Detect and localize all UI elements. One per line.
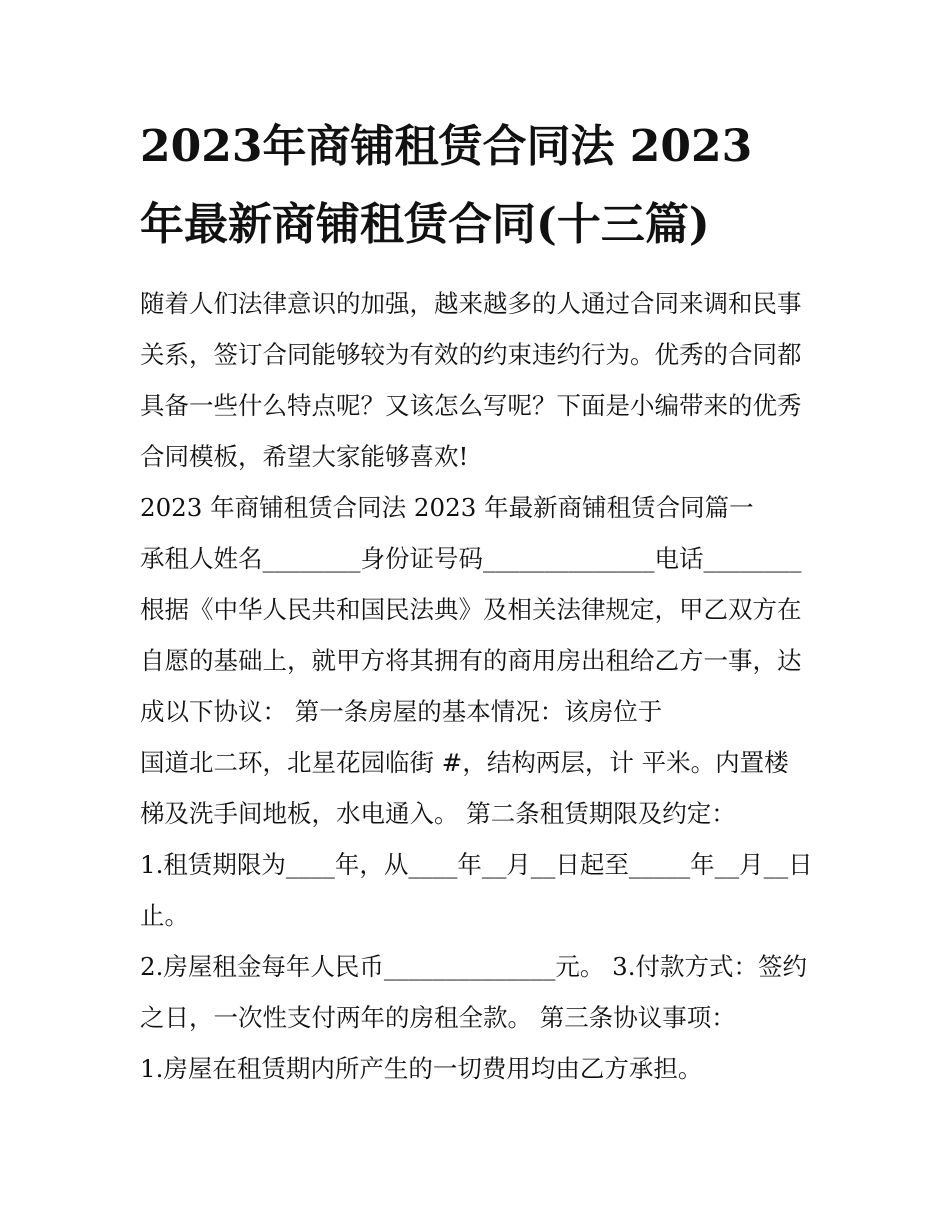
- text-line: 自愿的基础上，就甲方将其拥有的商用房出租给乙方一事，达: [140, 646, 802, 675]
- text-line: 关系，签订合同能够较为有效的约束违约行为。优秀的合同都: [140, 340, 802, 369]
- text-line: 随着人们法律意识的加强，越来越多的人通过合同来调和民事: [140, 289, 802, 318]
- text-line: 根据《中华人民共和国民法典》及相关法律规定，甲乙双方在: [140, 595, 802, 624]
- text-line: 梯及洗手间地板，水电通入。 第二条租赁期限及约定：: [140, 799, 736, 828]
- text-line: 具备一些什么特点呢？又该怎么写呢？下面是小编带来的优秀: [140, 391, 802, 420]
- text-line: 国道北二环，北星花园临街 #，结构两层，计 平米。内置楼: [140, 748, 789, 777]
- clause-line: 2.房屋租金每年人民币______________元。 3.付款方式：签约: [140, 952, 808, 981]
- title-line-2: 年最新商铺租赁合同(十三篇): [140, 199, 710, 250]
- text-line: 成以下协议： 第一条房屋的基本情况：该房位于: [140, 697, 663, 726]
- text-line: 止。: [140, 901, 189, 930]
- tenant-info-line: 承租人姓名________身份证号码______________电话________: [140, 544, 802, 573]
- document-body: [140, 278, 820, 1094]
- text-line: 之日，一次性支付两年的房租全款。 第三条协议事项：: [140, 1003, 736, 1032]
- document-title: [140, 108, 820, 264]
- text-line: 合同模板，希望大家能够喜欢!: [140, 442, 469, 471]
- clause-line: 1.房屋在租赁期内所产生的一切费用均由乙方承担。: [140, 1054, 703, 1083]
- title-line-1: 2023年商铺租赁合同法 2023: [140, 121, 753, 172]
- section-heading: 2023 年商铺租赁合同法 2023 年最新商铺租赁合同篇一: [140, 493, 754, 522]
- clause-line: 1.租赁期限为____年，从____年__月__日起至_____年__月__日: [140, 850, 813, 879]
